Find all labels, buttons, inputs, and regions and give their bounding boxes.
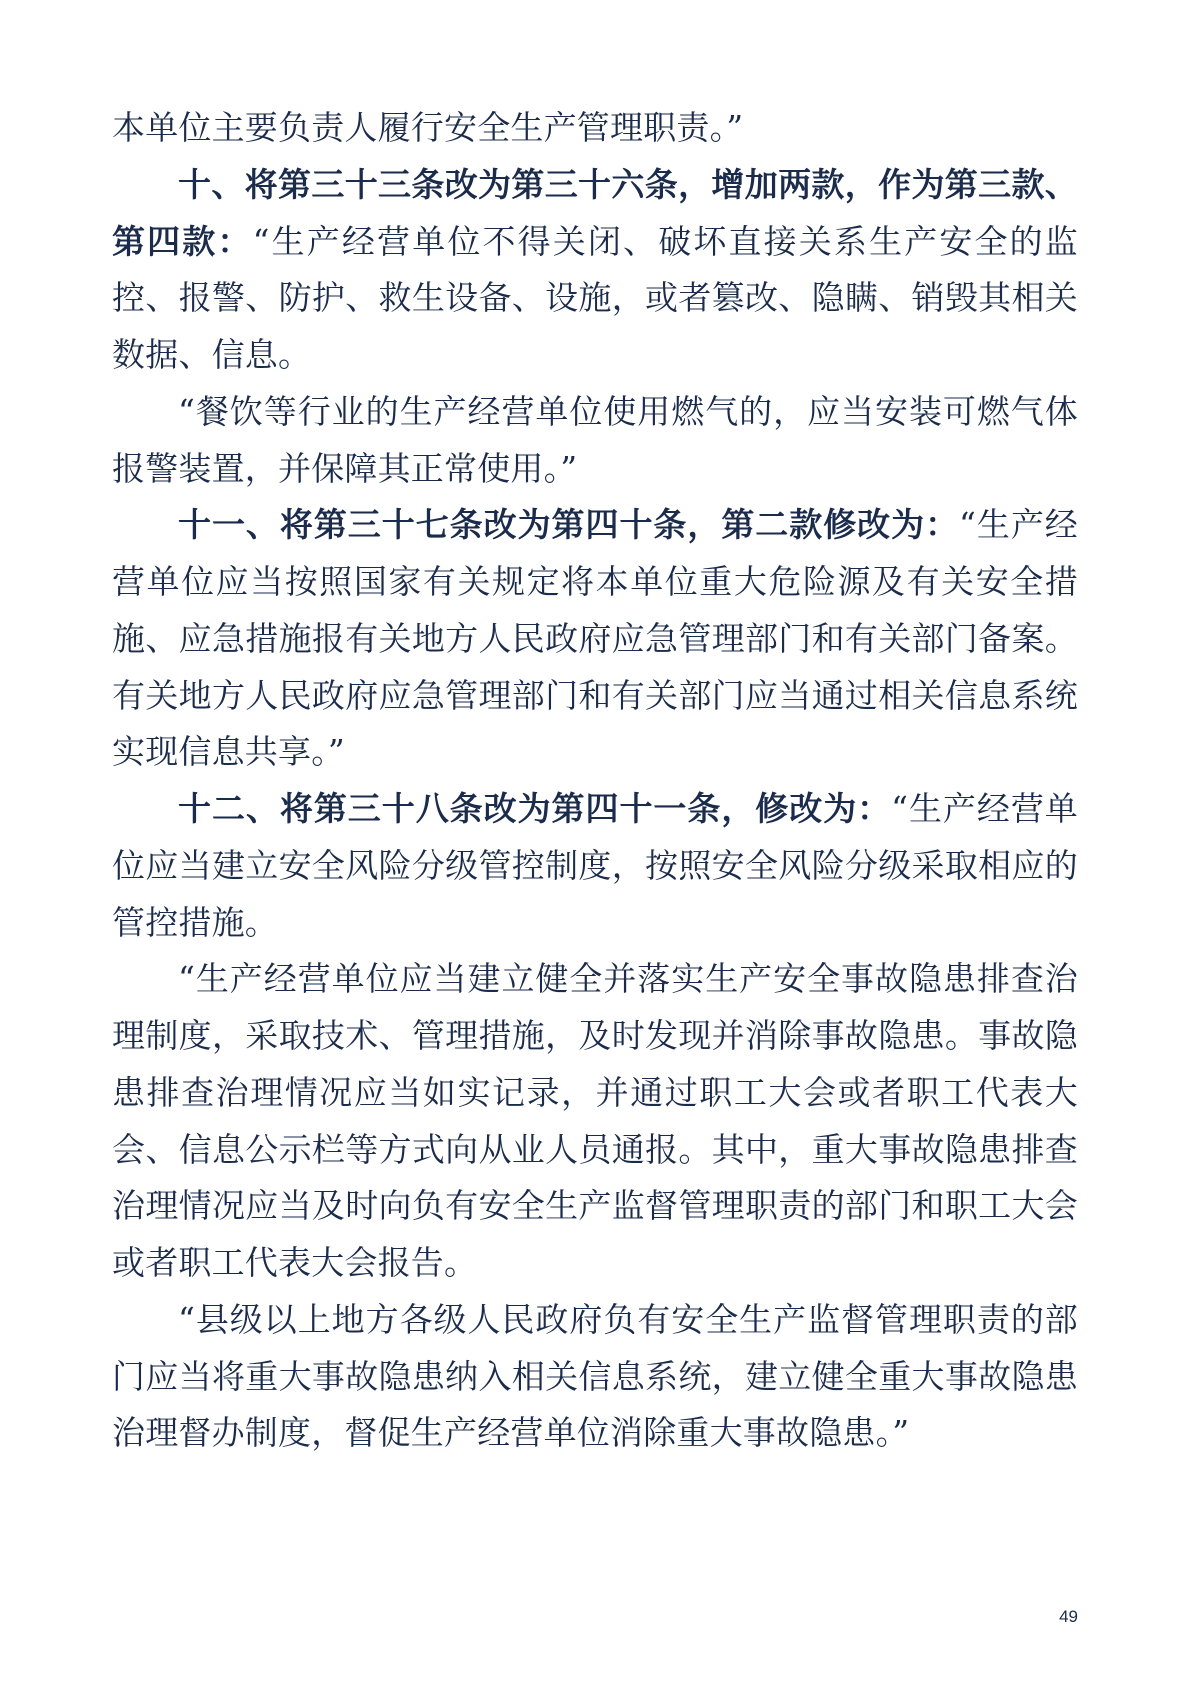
paragraph-lead: 十二、将第三十八条改为第四十一条，修改为： xyxy=(178,789,892,828)
paragraph-text: “生产经营单位应当建立安全风险分级管控制度，按照安全风险分级采取相应的管控措施。 xyxy=(112,789,1079,942)
paragraph-text: “生产经营单位不得关闭、破坏直接关系生产安全的监控、报警、防护、救生设备、设施，或者篡改、隐瞒、销毁其相关数据、信息。 xyxy=(112,221,1078,374)
paragraph-continued xyxy=(112,100,1078,157)
paragraph-text: “餐饮等行业的生产经营单位使用燃气的，应当安装可燃气体报警装置，并保障其正常使用。” xyxy=(112,391,1078,488)
paragraph-text: 本单位主要负责人履行安全生产管理职责。” xyxy=(112,108,744,147)
paragraph-item-10-quote-2 xyxy=(112,384,1078,498)
paragraph-text: “县级以上地方各级人民政府负有安全生产监督管理职责的部门应当将重大事故隐患纳入相关信息系统，建立健全重大事故隐患治理督办制度，督促生产经营单位消除重大事故隐患。” xyxy=(112,1299,1078,1453)
paragraph-text: “生产经营单位应当按照国家有关规定将本单位重大危险源及有关安全措施、应急措施报有关地方人民政府应急管理部门和有关部门备案。有关地方人民政府应急管理部门和有关部门应当通过相关信息系统实现信息共享。” xyxy=(112,505,1078,772)
paragraph-lead: 十、将第三十三条改为第三十六条，增加两款，作为第三款、第四款： xyxy=(112,164,1078,261)
paragraph-item-12-quote-2 xyxy=(112,951,1078,1292)
paragraph-item-12 xyxy=(112,781,1078,951)
page-number: 49 xyxy=(1059,1607,1078,1626)
paragraph-item-12-quote-3 xyxy=(112,1292,1078,1462)
paragraph-lead: 十一、将第三十七条改为第四十条，第二款修改为： xyxy=(178,505,960,545)
page-body xyxy=(112,100,1078,1462)
paragraph-item-10 xyxy=(112,157,1078,384)
paragraph-item-11 xyxy=(112,497,1078,781)
paragraph-text: “生产经营单位应当建立健全并落实生产安全事故隐患排查治理制度，采取技术、管理措施，及时发现并消除事故隐患。事故隐患排查治理情况应当如实记录，并通过职工大会或者职工代表大会、信息公示栏等方式向从业人员通报。其中，重大事故隐患排查治理情况应当及时向负有安全生产监督管理职责的部门和职工大会或者职工代表大会报告。 xyxy=(112,959,1078,1282)
